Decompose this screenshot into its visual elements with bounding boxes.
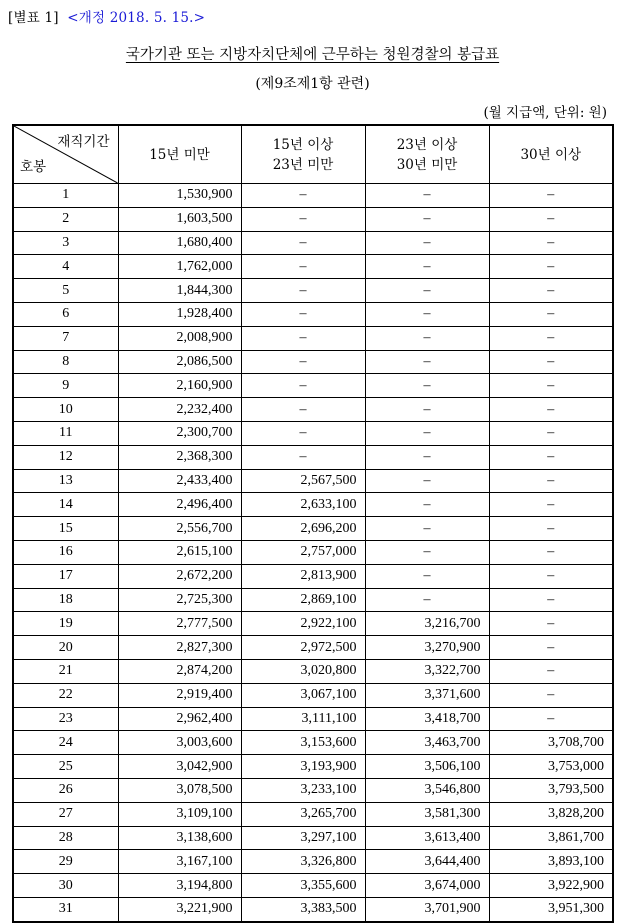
salary-23-30y: 3,270,900 [365, 636, 489, 660]
grade-cell: 8 [13, 350, 118, 374]
grade-cell: 18 [13, 588, 118, 612]
column-header-line1: 15년 미만 [149, 146, 210, 163]
table-row [13, 850, 613, 874]
salary-30y-plus: 3,861,700 [489, 826, 613, 850]
salary-30y-plus: – [489, 184, 613, 208]
salary-23-30y: 3,506,100 [365, 755, 489, 779]
corner-label-grade: 호봉 [20, 159, 47, 175]
salary-30y-plus: 3,951,300 [489, 897, 613, 921]
table-row [13, 636, 613, 660]
salary-15-23y: 3,020,800 [241, 659, 365, 683]
salary-15-23y: 2,813,900 [241, 564, 365, 588]
grade-cell: 16 [13, 540, 118, 564]
salary-under-15y: 2,777,500 [118, 612, 241, 636]
table-row [13, 540, 613, 564]
table-row [13, 731, 613, 755]
grade-cell: 5 [13, 279, 118, 303]
grade-cell: 9 [13, 374, 118, 398]
salary-15-23y: 2,972,500 [241, 636, 365, 660]
corner-header-cell [13, 125, 118, 184]
table-row [13, 659, 613, 683]
grade-cell: 28 [13, 826, 118, 850]
salary-under-15y: 2,008,900 [118, 326, 241, 350]
column-header-line2: 23년 미만 [272, 156, 334, 173]
salary-15-23y: – [241, 231, 365, 255]
grade-cell: 20 [13, 636, 118, 660]
salary-under-15y: 2,615,100 [118, 540, 241, 564]
annex-label: [별표 1] [8, 10, 59, 26]
table-row [13, 231, 613, 255]
salary-under-15y: 2,725,300 [118, 588, 241, 612]
salary-23-30y: 3,418,700 [365, 707, 489, 731]
grade-cell: 1 [13, 184, 118, 208]
salary-30y-plus: 3,922,900 [489, 874, 613, 898]
salary-under-15y: 2,496,400 [118, 493, 241, 517]
salary-15-23y: 3,326,800 [241, 850, 365, 874]
salary-15-23y: 2,757,000 [241, 540, 365, 564]
salary-23-30y: 3,322,700 [365, 659, 489, 683]
grade-cell: 7 [13, 326, 118, 350]
grade-cell: 17 [13, 564, 118, 588]
table-row [13, 421, 613, 445]
salary-15-23y: 3,153,600 [241, 731, 365, 755]
salary-23-30y: 3,216,700 [365, 612, 489, 636]
salary-15-23y: – [241, 279, 365, 303]
annex-header [8, 6, 205, 26]
grade-cell: 31 [13, 897, 118, 921]
grade-cell: 10 [13, 398, 118, 422]
salary-under-15y: 1,680,400 [118, 231, 241, 255]
table-row [13, 374, 613, 398]
column-header-line1: 23년 이상 [396, 136, 458, 153]
table-row [13, 564, 613, 588]
salary-under-15y: 2,827,300 [118, 636, 241, 660]
salary-30y-plus: – [489, 493, 613, 517]
column-header [365, 125, 489, 184]
salary-under-15y: 2,874,200 [118, 659, 241, 683]
grade-cell: 21 [13, 659, 118, 683]
salary-30y-plus: 3,793,500 [489, 778, 613, 802]
salary-under-15y: 3,221,900 [118, 897, 241, 921]
salary-15-23y: 2,633,100 [241, 493, 365, 517]
salary-23-30y: – [365, 493, 489, 517]
salary-30y-plus: 3,753,000 [489, 755, 613, 779]
salary-30y-plus: – [489, 445, 613, 469]
salary-15-23y: – [241, 398, 365, 422]
grade-cell: 6 [13, 302, 118, 326]
salary-under-15y: 1,530,900 [118, 184, 241, 208]
salary-30y-plus: – [489, 207, 613, 231]
salary-30y-plus: – [489, 517, 613, 541]
salary-15-23y: 3,265,700 [241, 802, 365, 826]
salary-under-15y: 1,928,400 [118, 302, 241, 326]
salary-15-23y: – [241, 255, 365, 279]
salary-30y-plus: – [489, 683, 613, 707]
salary-23-30y: – [365, 517, 489, 541]
grade-cell: 29 [13, 850, 118, 874]
salary-15-23y: – [241, 350, 365, 374]
salary-23-30y: – [365, 207, 489, 231]
salary-15-23y: – [241, 302, 365, 326]
grade-cell: 27 [13, 802, 118, 826]
salary-under-15y: 1,603,500 [118, 207, 241, 231]
salary-15-23y: 3,355,600 [241, 874, 365, 898]
salary-23-30y: – [365, 588, 489, 612]
salary-23-30y: – [365, 540, 489, 564]
salary-15-23y: – [241, 184, 365, 208]
table-row [13, 255, 613, 279]
table-row [13, 445, 613, 469]
salary-15-23y: 3,193,900 [241, 755, 365, 779]
salary-23-30y: 3,546,800 [365, 778, 489, 802]
salary-30y-plus: – [489, 659, 613, 683]
salary-23-30y: – [365, 350, 489, 374]
table-body [13, 184, 613, 922]
table-row [13, 874, 613, 898]
column-header-line2: 30년 미만 [396, 156, 458, 173]
salary-15-23y: – [241, 326, 365, 350]
salary-under-15y: 2,962,400 [118, 707, 241, 731]
grade-cell: 4 [13, 255, 118, 279]
table-header-row [13, 125, 613, 184]
salary-under-15y: 2,300,700 [118, 421, 241, 445]
table-row [13, 778, 613, 802]
table-row [13, 683, 613, 707]
salary-under-15y: 1,844,300 [118, 279, 241, 303]
column-header [118, 125, 241, 184]
salary-23-30y: – [365, 255, 489, 279]
grade-cell: 11 [13, 421, 118, 445]
table-row [13, 350, 613, 374]
grade-cell: 26 [13, 778, 118, 802]
salary-15-23y: – [241, 445, 365, 469]
salary-under-15y: 3,167,100 [118, 850, 241, 874]
grade-cell: 24 [13, 731, 118, 755]
grade-cell: 25 [13, 755, 118, 779]
grade-cell: 14 [13, 493, 118, 517]
table-row [13, 612, 613, 636]
salary-table [12, 124, 614, 923]
salary-30y-plus: 3,828,200 [489, 802, 613, 826]
salary-30y-plus: 3,893,100 [489, 850, 613, 874]
grade-cell: 13 [13, 469, 118, 493]
salary-23-30y: – [365, 231, 489, 255]
table-row [13, 279, 613, 303]
table-row [13, 802, 613, 826]
salary-15-23y: 3,383,500 [241, 897, 365, 921]
salary-23-30y: – [365, 374, 489, 398]
salary-15-23y: 3,067,100 [241, 683, 365, 707]
salary-15-23y: 3,297,100 [241, 826, 365, 850]
grade-cell: 22 [13, 683, 118, 707]
salary-30y-plus: – [489, 588, 613, 612]
salary-30y-plus: – [489, 231, 613, 255]
salary-23-30y: – [365, 564, 489, 588]
document-title [0, 43, 625, 64]
salary-23-30y: 3,644,400 [365, 850, 489, 874]
salary-30y-plus: – [489, 398, 613, 422]
salary-23-30y: 3,613,400 [365, 826, 489, 850]
grade-cell: 30 [13, 874, 118, 898]
salary-15-23y: 2,869,100 [241, 588, 365, 612]
grade-cell: 23 [13, 707, 118, 731]
table-row [13, 826, 613, 850]
salary-15-23y: 2,567,500 [241, 469, 365, 493]
table-row [13, 517, 613, 541]
grade-cell: 19 [13, 612, 118, 636]
salary-30y-plus: – [489, 612, 613, 636]
salary-15-23y: – [241, 421, 365, 445]
salary-under-15y: 2,919,400 [118, 683, 241, 707]
salary-23-30y: 3,701,900 [365, 897, 489, 921]
salary-30y-plus: – [489, 564, 613, 588]
salary-under-15y: 3,078,500 [118, 778, 241, 802]
salary-23-30y: – [365, 398, 489, 422]
salary-under-15y: 2,433,400 [118, 469, 241, 493]
salary-15-23y: 2,922,100 [241, 612, 365, 636]
table-row [13, 707, 613, 731]
salary-23-30y: – [365, 421, 489, 445]
table-row [13, 326, 613, 350]
salary-under-15y: 2,232,400 [118, 398, 241, 422]
table-row [13, 302, 613, 326]
salary-23-30y: – [365, 326, 489, 350]
table-row [13, 207, 613, 231]
salary-30y-plus: 3,708,700 [489, 731, 613, 755]
salary-15-23y: – [241, 207, 365, 231]
document-title-text: 국가기관 또는 지방자치단체에 근무하는 청원경찰의 봉급표 [125, 47, 500, 63]
grade-cell: 3 [13, 231, 118, 255]
salary-15-23y: 3,111,100 [241, 707, 365, 731]
salary-under-15y: 2,368,300 [118, 445, 241, 469]
table-row [13, 897, 613, 921]
salary-under-15y: 2,160,900 [118, 374, 241, 398]
salary-23-30y: – [365, 184, 489, 208]
salary-30y-plus: – [489, 469, 613, 493]
table-row [13, 184, 613, 208]
salary-under-15y: 3,109,100 [118, 802, 241, 826]
salary-30y-plus: – [489, 255, 613, 279]
salary-15-23y: 2,696,200 [241, 517, 365, 541]
salary-15-23y: – [241, 374, 365, 398]
amendment-date: <개정 2018. 5. 15.> [67, 10, 206, 26]
salary-23-30y: – [365, 469, 489, 493]
column-header-line1: 15년 이상 [272, 136, 334, 153]
salary-23-30y: 3,371,600 [365, 683, 489, 707]
salary-23-30y: – [365, 302, 489, 326]
table-row [13, 469, 613, 493]
salary-23-30y: – [365, 279, 489, 303]
unit-note: (월 지급액, 단위: 원) [483, 105, 607, 121]
salary-under-15y: 3,194,800 [118, 874, 241, 898]
salary-23-30y: – [365, 445, 489, 469]
salary-30y-plus: – [489, 421, 613, 445]
grade-cell: 15 [13, 517, 118, 541]
column-header-line1: 30년 이상 [520, 146, 582, 163]
salary-30y-plus: – [489, 707, 613, 731]
salary-23-30y: 3,463,700 [365, 731, 489, 755]
salary-15-23y: 3,233,100 [241, 778, 365, 802]
salary-30y-plus: – [489, 350, 613, 374]
salary-under-15y: 1,762,000 [118, 255, 241, 279]
salary-30y-plus: – [489, 279, 613, 303]
salary-30y-plus: – [489, 302, 613, 326]
salary-under-15y: 2,672,200 [118, 564, 241, 588]
salary-30y-plus: – [489, 326, 613, 350]
salary-23-30y: 3,674,000 [365, 874, 489, 898]
salary-30y-plus: – [489, 374, 613, 398]
salary-23-30y: 3,581,300 [365, 802, 489, 826]
salary-30y-plus: – [489, 636, 613, 660]
column-header [241, 125, 365, 184]
salary-under-15y: 3,003,600 [118, 731, 241, 755]
salary-under-15y: 2,086,500 [118, 350, 241, 374]
salary-under-15y: 3,138,600 [118, 826, 241, 850]
document-subtitle: (제9조제1항 관련) [255, 76, 370, 92]
table-row [13, 755, 613, 779]
corner-label-tenure: 재직기간 [57, 134, 110, 150]
salary-under-15y: 3,042,900 [118, 755, 241, 779]
table-row [13, 493, 613, 517]
grade-cell: 12 [13, 445, 118, 469]
column-header [489, 125, 613, 184]
salary-30y-plus: – [489, 540, 613, 564]
grade-cell: 2 [13, 207, 118, 231]
table-row [13, 398, 613, 422]
salary-under-15y: 2,556,700 [118, 517, 241, 541]
table-row [13, 588, 613, 612]
